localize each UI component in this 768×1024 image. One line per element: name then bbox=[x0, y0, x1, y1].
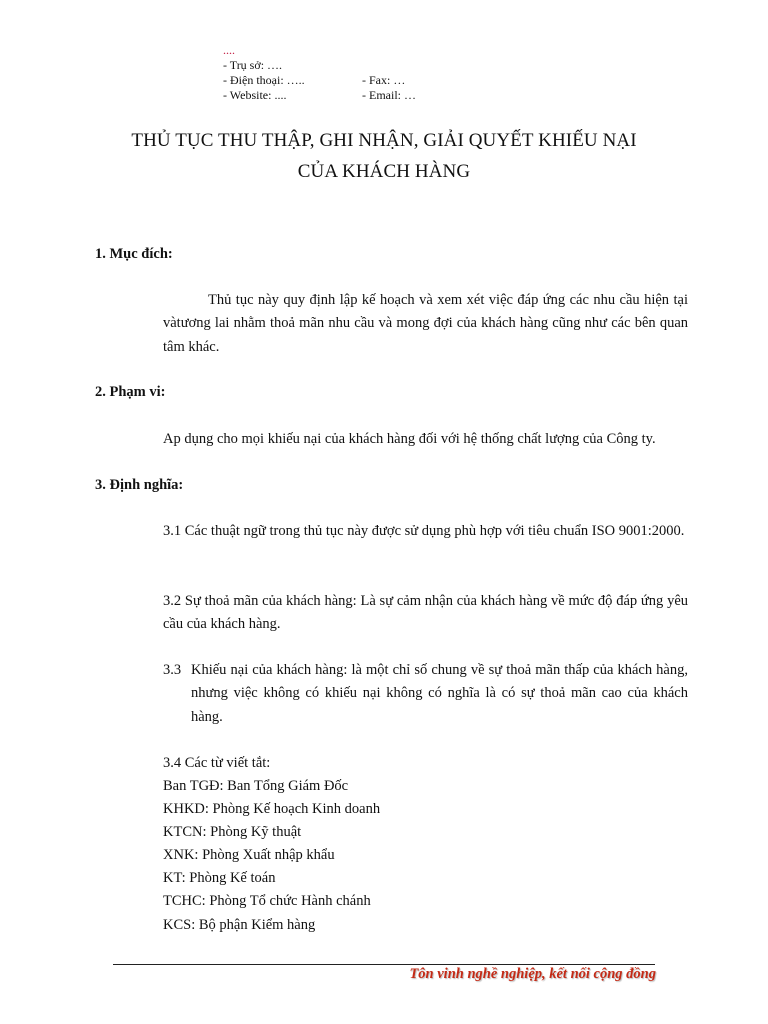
section-heading-definitions: 3. Định nghĩa: bbox=[95, 477, 184, 493]
section-body-scope: Ap dụng cho mọi khiếu nại của khách hàng đối với hệ thống chất lượng của Công ty. bbox=[163, 431, 656, 447]
footer-slogan: Tôn vinh nghề nghiệp, kết nối cộng đồng bbox=[409, 966, 656, 982]
document-title-line2: CỦA KHÁCH HÀNG bbox=[297, 161, 471, 182]
section-heading-purpose: 1. Mục đích: bbox=[95, 246, 173, 262]
abbreviation-item: KHKD: Phòng Kế hoạch Kinh doanh bbox=[163, 801, 381, 817]
document-title-line1: THỦ TỤC THU THẬP, GHI NHẬN, GIẢI QUYẾT KHIẾU NẠI bbox=[131, 130, 637, 151]
abbreviation-item: KTCN: Phòng Kỹ thuật bbox=[163, 824, 302, 840]
header-website: - Website: .... bbox=[223, 88, 287, 102]
definition-3-2: 3.2 Sự thoả mãn của khách hàng: Là sự cảm nhận của khách hàng về mức độ đáp ứng yêu cầu của khách hàng. bbox=[163, 593, 688, 633]
footer-divider bbox=[113, 964, 655, 965]
definition-3-3-text: Khiếu nại của khách hàng: là một chỉ số chung về sự thoả mãn thấp của khách hàng, nhưng việc không có khiếu nại không có nghĩa là có sự thoả mãn cao của khách hàng. bbox=[191, 662, 688, 725]
definition-3-3-number: 3.3 bbox=[163, 662, 182, 678]
header-phone: - Điện thoại: ….. bbox=[223, 73, 305, 87]
abbreviation-item: TCHC: Phòng Tổ chức Hành chánh bbox=[163, 893, 371, 909]
abbreviations-title: 3.4 Các từ viết tắt: bbox=[163, 755, 271, 771]
abbreviation-item: XNK: Phòng Xuất nhập khẩu bbox=[163, 847, 335, 863]
header-fax: - Fax: … bbox=[362, 73, 406, 87]
abbreviation-item: KT: Phòng Kế toán bbox=[163, 870, 276, 886]
header-address: - Trụ sở: …. bbox=[223, 58, 283, 72]
abbreviation-item: KCS: Bộ phận Kiểm hàng bbox=[163, 917, 316, 933]
section-body-purpose: Thủ tục này quy định lập kế hoạch và xem xét việc đáp ứng các nhu cầu hiện tại vàtương lai nhằm thoả mãn nhu cầu và mong đợi của khách hàng cũng như các bên quan tâm khác. bbox=[163, 292, 688, 355]
section-heading-scope: 2. Phạm vi: bbox=[95, 384, 166, 400]
definition-3-1: 3.1 Các thuật ngữ trong thủ tục này được sử dụng phù hợp với tiêu chuẩn ISO 9001:2000. bbox=[163, 523, 685, 539]
abbreviation-item: Ban TGĐ: Ban Tổng Giám Đốc bbox=[163, 778, 349, 794]
header-dots: .... bbox=[223, 43, 235, 57]
header-email: - Email: … bbox=[362, 88, 416, 102]
